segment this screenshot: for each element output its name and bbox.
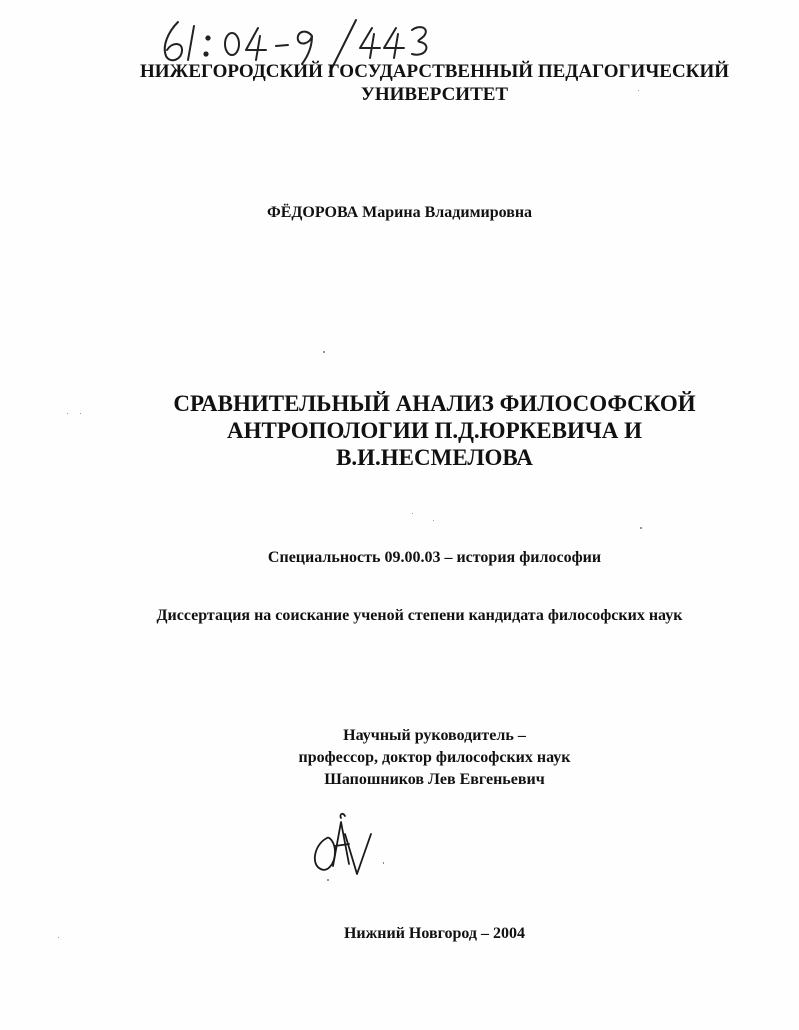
institution-name: [35, 60, 799, 106]
degree-line: Диссертация на соискание ученой степени кандидата философских наук: [156, 607, 683, 624]
supervisor-label: Научный руководитель –: [343, 727, 526, 744]
author-surname: ФЁДОРОВА: [266, 204, 359, 221]
scan-speck: [67, 413, 68, 414]
title-line-3: В.И.НЕСМЕЛОВА: [336, 445, 533, 470]
supervisor-signature: [305, 808, 385, 888]
scan-speck: [80, 413, 81, 414]
signature-drawing: [305, 808, 385, 888]
supervisor-rank: профессор, доктор философских наук: [298, 749, 571, 766]
specialty-line: Специальность 09.00.03 – история философии: [267, 549, 602, 566]
scan-speck: [640, 527, 642, 529]
scan-speck: [412, 513, 413, 514]
scan-speck: [433, 520, 434, 521]
supervisor-name: Шапошников Лев Евгеньевич: [324, 771, 545, 788]
title-line-2: АНТРОПОЛОГИИ П.Д.ЮРКЕВИЧА И: [226, 418, 642, 443]
dissertation-title: [35, 390, 799, 471]
scan-speck: [327, 879, 329, 881]
scan-speck: [58, 937, 59, 938]
scan-speck: [383, 862, 384, 864]
author-name: [0, 203, 799, 223]
institution-line-1: НИЖЕГОРОДСКИЙ ГОСУДАРСТВЕННЫЙ ПЕДАГОГИЧЕСКИЙ: [139, 61, 730, 82]
institution-line-2: УНИВЕРСИТЕТ: [360, 84, 509, 105]
city-and-year: Нижний Новгород – 2004: [343, 925, 525, 942]
supervisor-block: [35, 725, 799, 791]
scan-speck: [638, 90, 639, 91]
title-line-1: СРАВНИТЕЛЬНЫЙ АНАЛИЗ ФИЛОСОФСКОЙ: [173, 391, 696, 416]
scan-speck: [323, 351, 325, 353]
author-given-names: Марина Владимировна: [362, 204, 533, 221]
